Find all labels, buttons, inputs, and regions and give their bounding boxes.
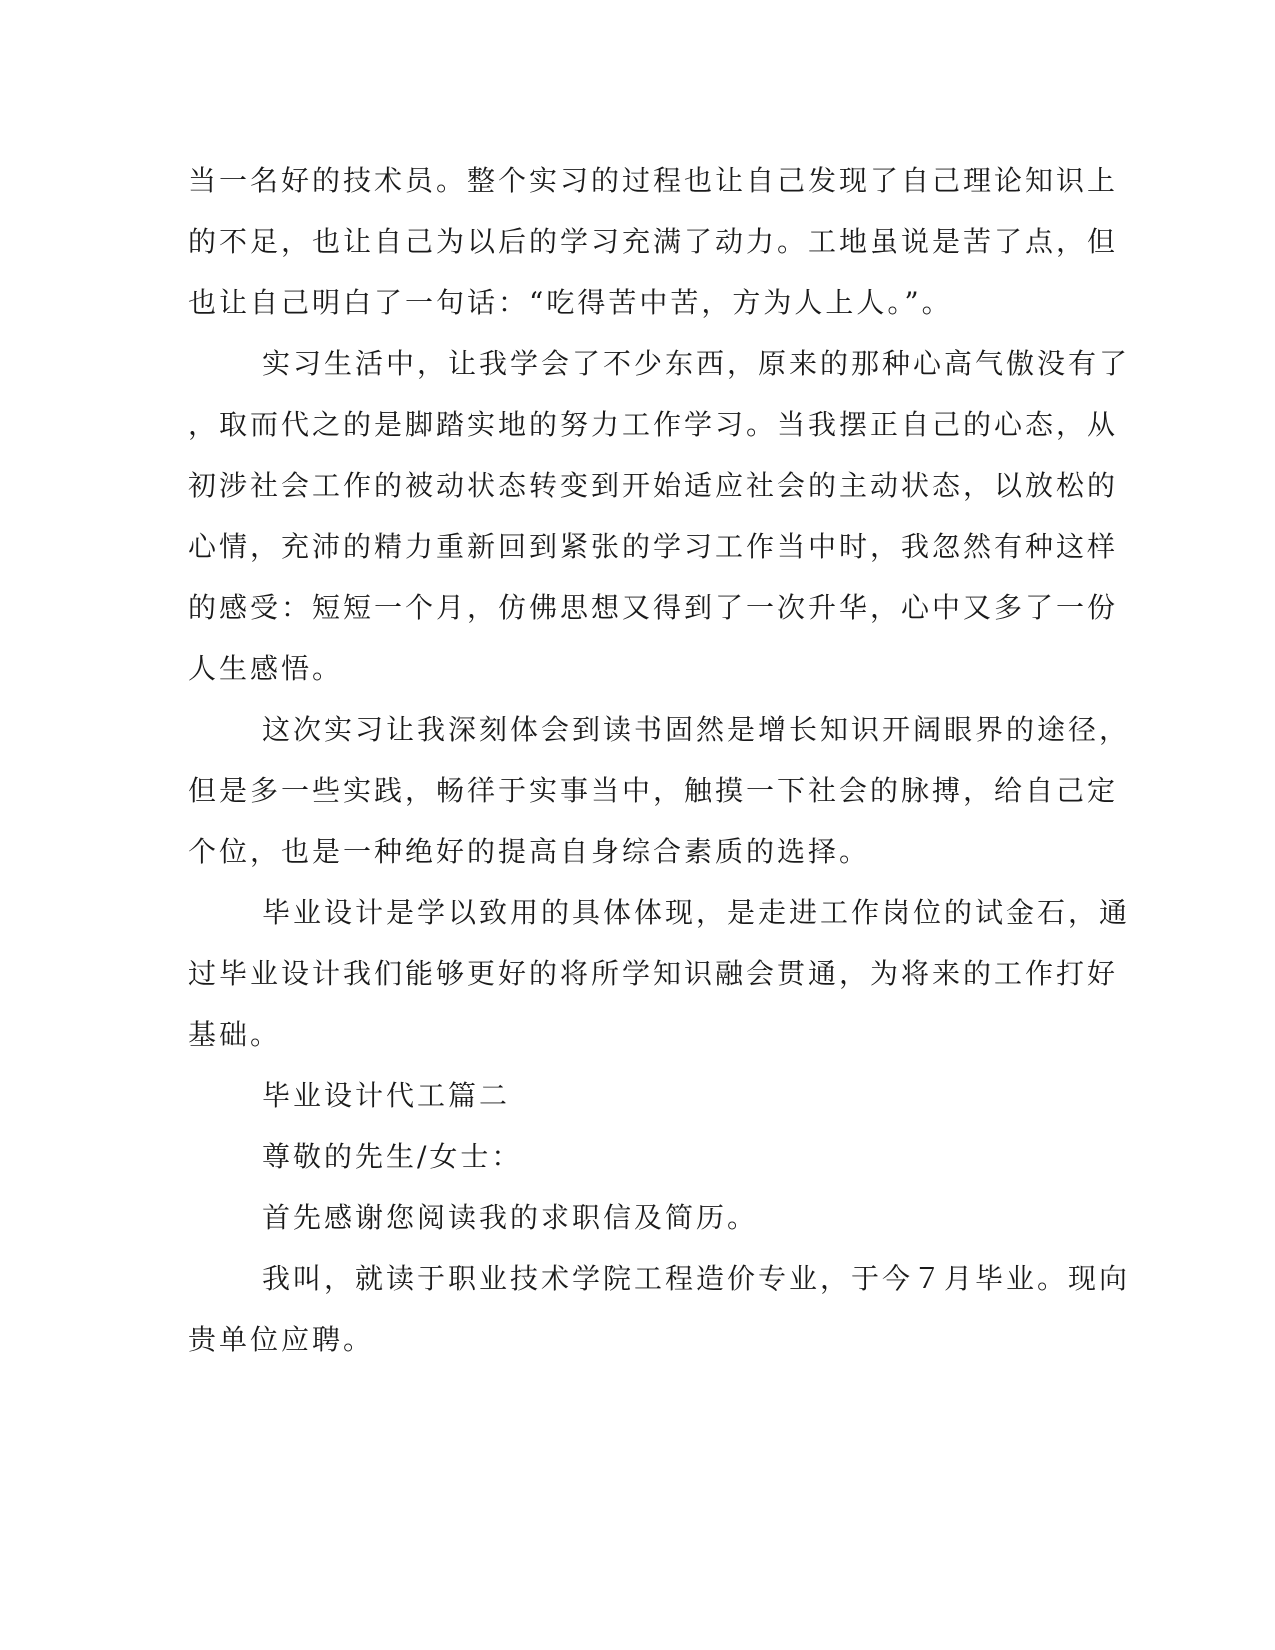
document-body	[188, 150, 1131, 1370]
body-line: 这次实习让我深刻体会到读书固然是增长知识开阔眼界的途径，	[262, 713, 1131, 746]
body-line: 也让自己明白了一句话：“吃得苦中苦，方为人上人。”。	[188, 286, 953, 319]
body-line: 贵单位应聘。	[188, 1323, 375, 1356]
body-line: 首先感谢您阅读我的求职信及简历。	[262, 1201, 759, 1234]
body-line: 心情，充沛的精力重新回到紧张的学习工作当中时，我忽然有种这样	[188, 530, 1119, 563]
body-line: 初涉社会工作的被动状态转变到开始适应社会的主动状态，以放松的	[188, 469, 1119, 502]
body-line: 我叫，就读于职业技术学院工程造价专业，于今７月毕业。现向	[262, 1262, 1131, 1295]
section-heading: 毕业设计代工篇二	[262, 1079, 511, 1112]
body-line: 毕业设计是学以致用的具体体现，是走进工作岗位的试金石，通	[262, 896, 1131, 929]
body-line: 的感受：短短一个月，仿佛思想又得到了一次升华，心中又多了一份	[188, 591, 1119, 624]
body-line: 实习生活中，让我学会了不少东西，原来的那种心高气傲没有了	[262, 347, 1131, 380]
body-line: 过毕业设计我们能够更好的将所学知识融会贯通，为将来的工作打好	[188, 957, 1119, 990]
body-line: 但是多一些实践，畅徉于实事当中，触摸一下社会的脉搏，给自己定	[188, 774, 1119, 807]
body-line: 的不足，也让自己为以后的学习充满了动力。工地虽说是苦了点，但	[188, 225, 1119, 258]
body-line: ，取而代之的是脚踏实地的努力工作学习。当我摆正自己的心态，从	[188, 408, 1119, 441]
salutation: 尊敬的先生/女士：	[262, 1140, 523, 1173]
body-line: 个位，也是一种绝好的提高自身综合素质的选择。	[188, 835, 871, 868]
body-line: 人生感悟。	[188, 652, 344, 685]
body-line: 当一名好的技术员。整个实习的过程也让自己发现了自己理论知识上	[188, 164, 1119, 197]
body-line: 基础。	[188, 1018, 282, 1051]
